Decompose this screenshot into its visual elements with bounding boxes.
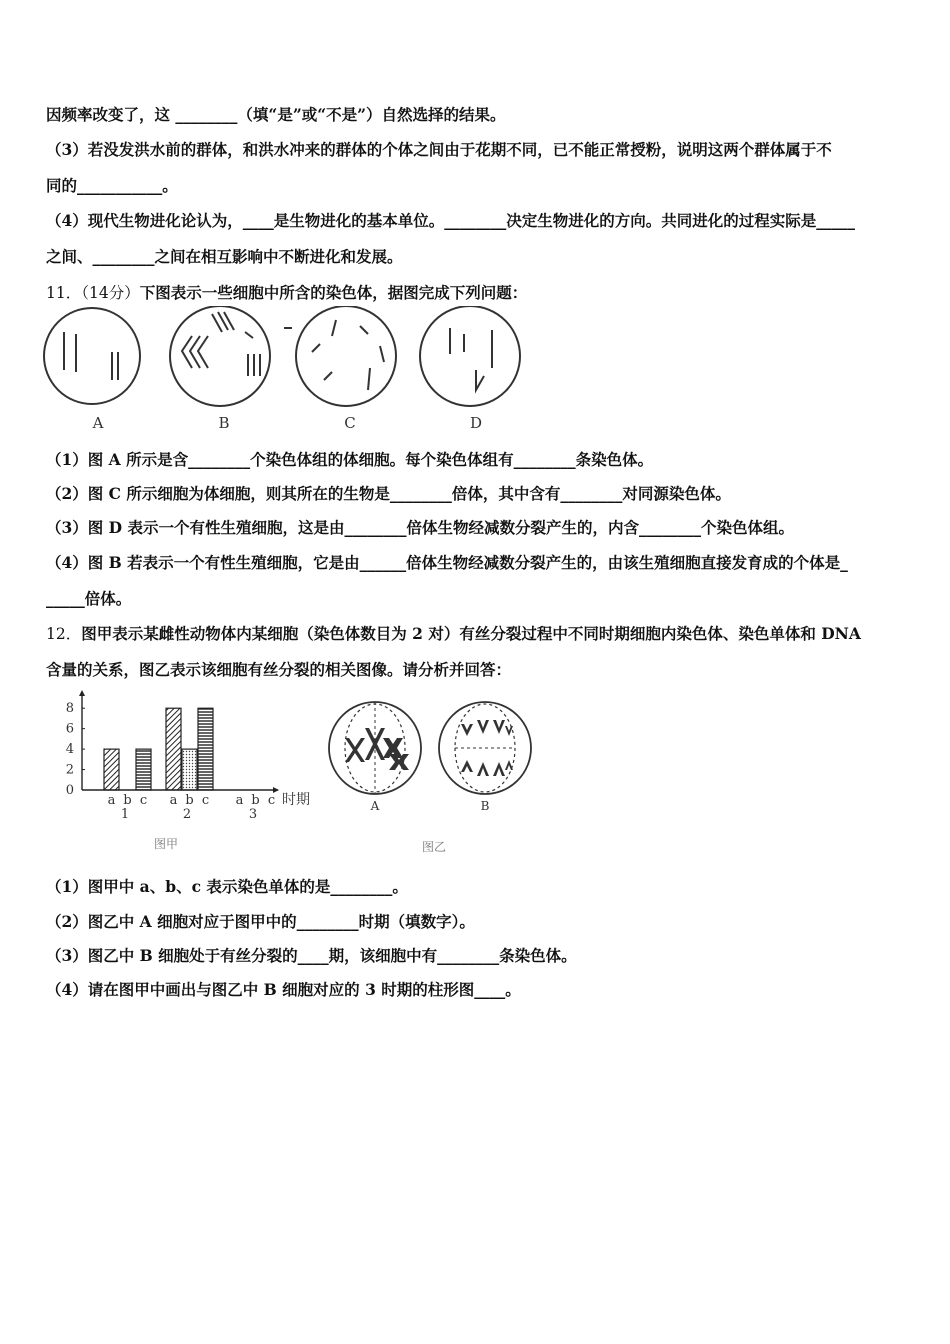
chromosome-b6 [477, 762, 489, 776]
text-line-1: 因频率改变了，这 ________（填“是”或“不是”）自然选择的结果。 [46, 105, 506, 124]
question-12-header [46, 622, 861, 644]
bar-chart-jia [56, 690, 318, 856]
question-12-number: 12． [46, 625, 82, 643]
chromosome-b1 [461, 724, 473, 736]
question-11-part-4b: _____倍体。 [46, 589, 132, 608]
question-12-text-2: 含量的关系，图乙表示该细胞有丝分裂的相关图像。请分析并回答： [46, 660, 512, 679]
question-11-number: 11． [46, 284, 82, 302]
cell-c [296, 306, 396, 406]
group-label-1: 1 [120, 807, 130, 822]
text-line-3: 同的___________。 [46, 176, 178, 195]
y-tick-label: 0 [65, 783, 74, 798]
series-label-b: b [123, 793, 132, 808]
bar-b-2 [182, 749, 197, 790]
series-label-a: a [235, 793, 244, 808]
cell-label-a: A [92, 414, 104, 432]
cell-label-d: D [469, 414, 483, 432]
question-11-part-4a: （4）图 B 若表示一个有性生殖细胞，它是由______倍体生物经减数分裂产生的，由该生殖细胞直接发育成的个体是_ [46, 553, 848, 572]
chromosome-a1 [345, 738, 365, 762]
question-11-part-1: （1）图 A 所示是含________个染色体组的体细胞。每个染色体组有________条染色体。 [46, 450, 654, 469]
bar-c-2 [198, 708, 213, 790]
series-label-c: c [201, 793, 210, 808]
chromosome-cells-figure [40, 306, 530, 436]
question-11-header [46, 281, 527, 303]
text-line-4: （4）现代生物进化论认为，____是生物进化的基本单位。________决定生物进化的方向。共同进化的过程实际是_____ [46, 211, 856, 230]
question-12-text: 图甲表示某雌性动物体内某细胞（染色体数目为 2 对）有丝分裂过程中不同时期细胞内染色体、染色单体和 DNA [81, 624, 861, 643]
series-label-a: a [107, 793, 116, 808]
question-12-part-3: （3）图乙中 B 细胞处于有丝分裂的____期，该细胞中有________条染色体。 [46, 946, 577, 965]
series-label-b: b [185, 793, 194, 808]
bar-a-1 [104, 749, 119, 790]
chromosome-b8 [505, 760, 513, 770]
figure-yi-caption: 图乙 [422, 840, 447, 854]
x-axis-label: 时期 [282, 792, 310, 808]
text-line-5: 之间、________之间在相互影响中不断进化和发展。 [46, 247, 403, 266]
chart-title: 图甲 [153, 837, 179, 851]
series-label-a: a [169, 793, 178, 808]
series-label-b: b [251, 793, 260, 808]
series-label-c: c [139, 793, 148, 808]
group-label-3: 3 [248, 807, 258, 822]
cell-a [44, 308, 140, 404]
chromosome-b2 [477, 720, 489, 734]
chromosome-b7 [493, 762, 505, 776]
y-tick-label: 6 [65, 721, 74, 737]
question-11-part-3: （3）图 D 表示一个有性生殖细胞，这是由________倍体生物经减数分裂产生的，内含________个染色体组。 [46, 518, 795, 537]
question-11-text: 下图表示一些细胞中所含的染色体，据图完成下列问题： [139, 283, 528, 302]
question-11-score: （14分） [81, 284, 140, 302]
cell-yi-label-b: B [480, 799, 490, 813]
cell-d [420, 306, 520, 406]
bar-a-2 [166, 708, 181, 790]
y-tick-label: 2 [65, 762, 74, 778]
group-label-2: 2 [182, 807, 192, 822]
question-12-part-2: （2）图乙中 A 细胞对应于图甲中的________时期（填数字）。 [46, 912, 475, 931]
question-12-part-4: （4）请在图甲中画出与图乙中 B 细胞对应的 3 时期的柱形图____。 [46, 980, 521, 999]
question-12-part-1: （1）图甲中 a、b、c 表示染色单体的是________。 [46, 877, 408, 896]
bar-c-1 [136, 749, 151, 790]
y-axis-arrow [79, 690, 85, 696]
cell-label-c: C [344, 414, 356, 432]
question-11-part-2: （2）图 C 所示细胞为体细胞，则其所在的生物是________倍体，其中含有________对同源染色体。 [46, 484, 731, 503]
mitosis-cells-figure [325, 696, 540, 856]
chromosome-b3 [493, 720, 505, 734]
y-tick-label: 4 [65, 742, 74, 758]
chromosome-b5 [461, 760, 473, 772]
text-line-2: （3）若没发洪水前的群体，和洪水冲来的群体的个体之间由于花期不同，已不能正常授粉，说明这两个群体属于不 [46, 140, 832, 159]
chart-bars [104, 708, 213, 790]
chromosome-b4 [505, 726, 513, 736]
y-tick-label: 8 [65, 701, 74, 717]
series-label-c: c [267, 793, 276, 808]
cell-label-b: B [218, 414, 230, 432]
cell-yi-label-a: A [370, 799, 380, 813]
